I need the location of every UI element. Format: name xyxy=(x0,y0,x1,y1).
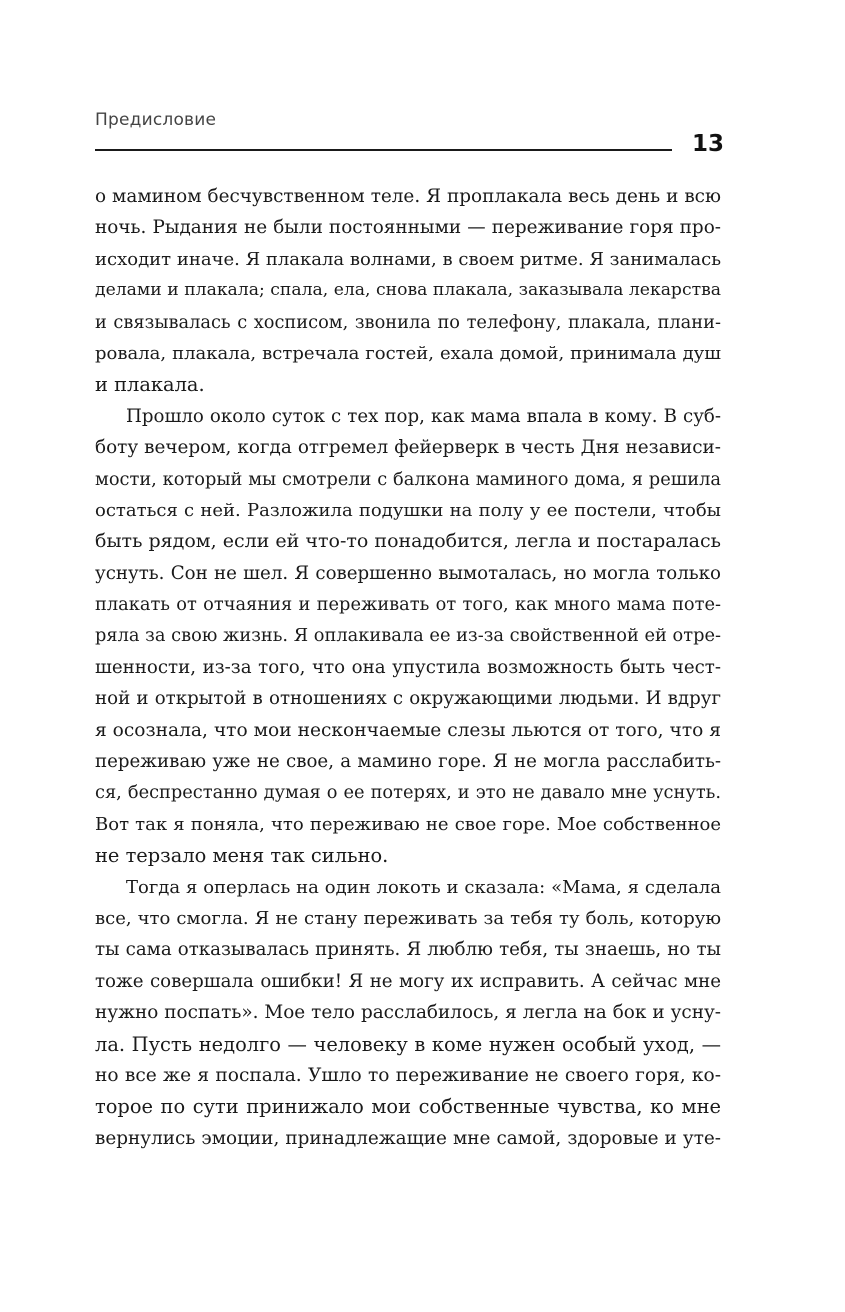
running-title: Предисловие xyxy=(95,110,217,130)
text-line: и связывалась с хосписом, звонила по телефону, плакала, плани- xyxy=(95,311,721,333)
text-line: ровала, плакала, встречала гостей, ехала домой, принимала душ xyxy=(95,342,721,364)
header-rule xyxy=(95,149,672,151)
text-line: делами и плакала; спала, ела, снова плакала, заказывала лекарства xyxy=(95,280,721,301)
text-line: не терзало меня так сильно. xyxy=(95,844,389,868)
page-number: 13 xyxy=(692,131,725,157)
text-line: торое по сути принижало мои собственные чувства, ко мне xyxy=(95,1095,721,1119)
text-line: тоже совершала ошибки! Я не могу их исправить. А сейчас мне xyxy=(95,970,721,992)
text-line: все, что смогла. Я не стану переживать за тебя ту боль, которую xyxy=(95,907,721,929)
page-body xyxy=(95,181,721,1154)
text-line: быть рядом, если ей что-то понадобится, легла и постаралась xyxy=(95,530,721,553)
text-line: вернулись эмоции, принадлежащие мне самой, здоровые и уте- xyxy=(95,1127,721,1149)
text-line: уснуть. Сон не шел. Я совершенно вымоталась, но могла только xyxy=(95,562,721,584)
text-line: о мамином бесчувственном теле. Я проплакала весь день и всю xyxy=(95,186,721,207)
text-line: ной и открытой в отношениях с окружающими людьми. И вдруг xyxy=(95,688,721,710)
text-line: боту вечером, когда отгремел фейерверк в честь Дня независи- xyxy=(95,437,721,459)
text-line: но все же я поспала. Ушло то переживание не своего горя, ко- xyxy=(95,1064,721,1086)
text-line: ты сама отказывалась принять. Я люблю тебя, ты знаешь, но ты xyxy=(95,939,721,961)
text-line: переживаю уже не свое, а мамино горе. Я не могла расслабить- xyxy=(95,751,721,773)
text-line: нужно поспать». Мое тело расслабилось, я легла на бок и усну- xyxy=(95,1002,721,1024)
text-line: ночь. Рыдания не были постоянными — переживание горя про- xyxy=(95,217,721,239)
text-line: плакать от отчаяния и переживать от того, как много мама поте- xyxy=(95,594,721,616)
paragraph-start-line: Тогда я оперлась на один локоть и сказала: «Мама, я сделала xyxy=(126,876,721,898)
text-line: Вот так я поняла, что переживаю не свое горе. Мое собственное xyxy=(95,813,721,835)
text-line: ряла за свою жизнь. Я оплакивала ее из-за свойственной ей отре- xyxy=(95,625,721,647)
text-line: шенности, из-за того, что она упустила возможность быть чест- xyxy=(95,656,721,678)
text-line: остаться с ней. Разложила подушки на полу у ее постели, чтобы xyxy=(95,499,721,521)
text-line: исходит иначе. Я плакала волнами, в своем ритме. Я занималась xyxy=(95,248,721,270)
paragraph-start-line: Прошло около суток с тех пор, как мама впала в кому. В суб- xyxy=(126,405,721,427)
text-line: ся, беспрестанно думая о ее потерях, и это не давало мне уснуть. xyxy=(95,782,721,804)
text-line: мости, который мы смотрели с балкона маминого дома, я решила xyxy=(95,468,721,490)
text-line: я осознала, что мои нескончаемые слезы льются от того, что я xyxy=(95,719,721,741)
text-line: и плакала. xyxy=(95,373,205,397)
text-line: ла. Пусть недолго — человеку в коме нужен особый уход, — xyxy=(95,1032,721,1056)
